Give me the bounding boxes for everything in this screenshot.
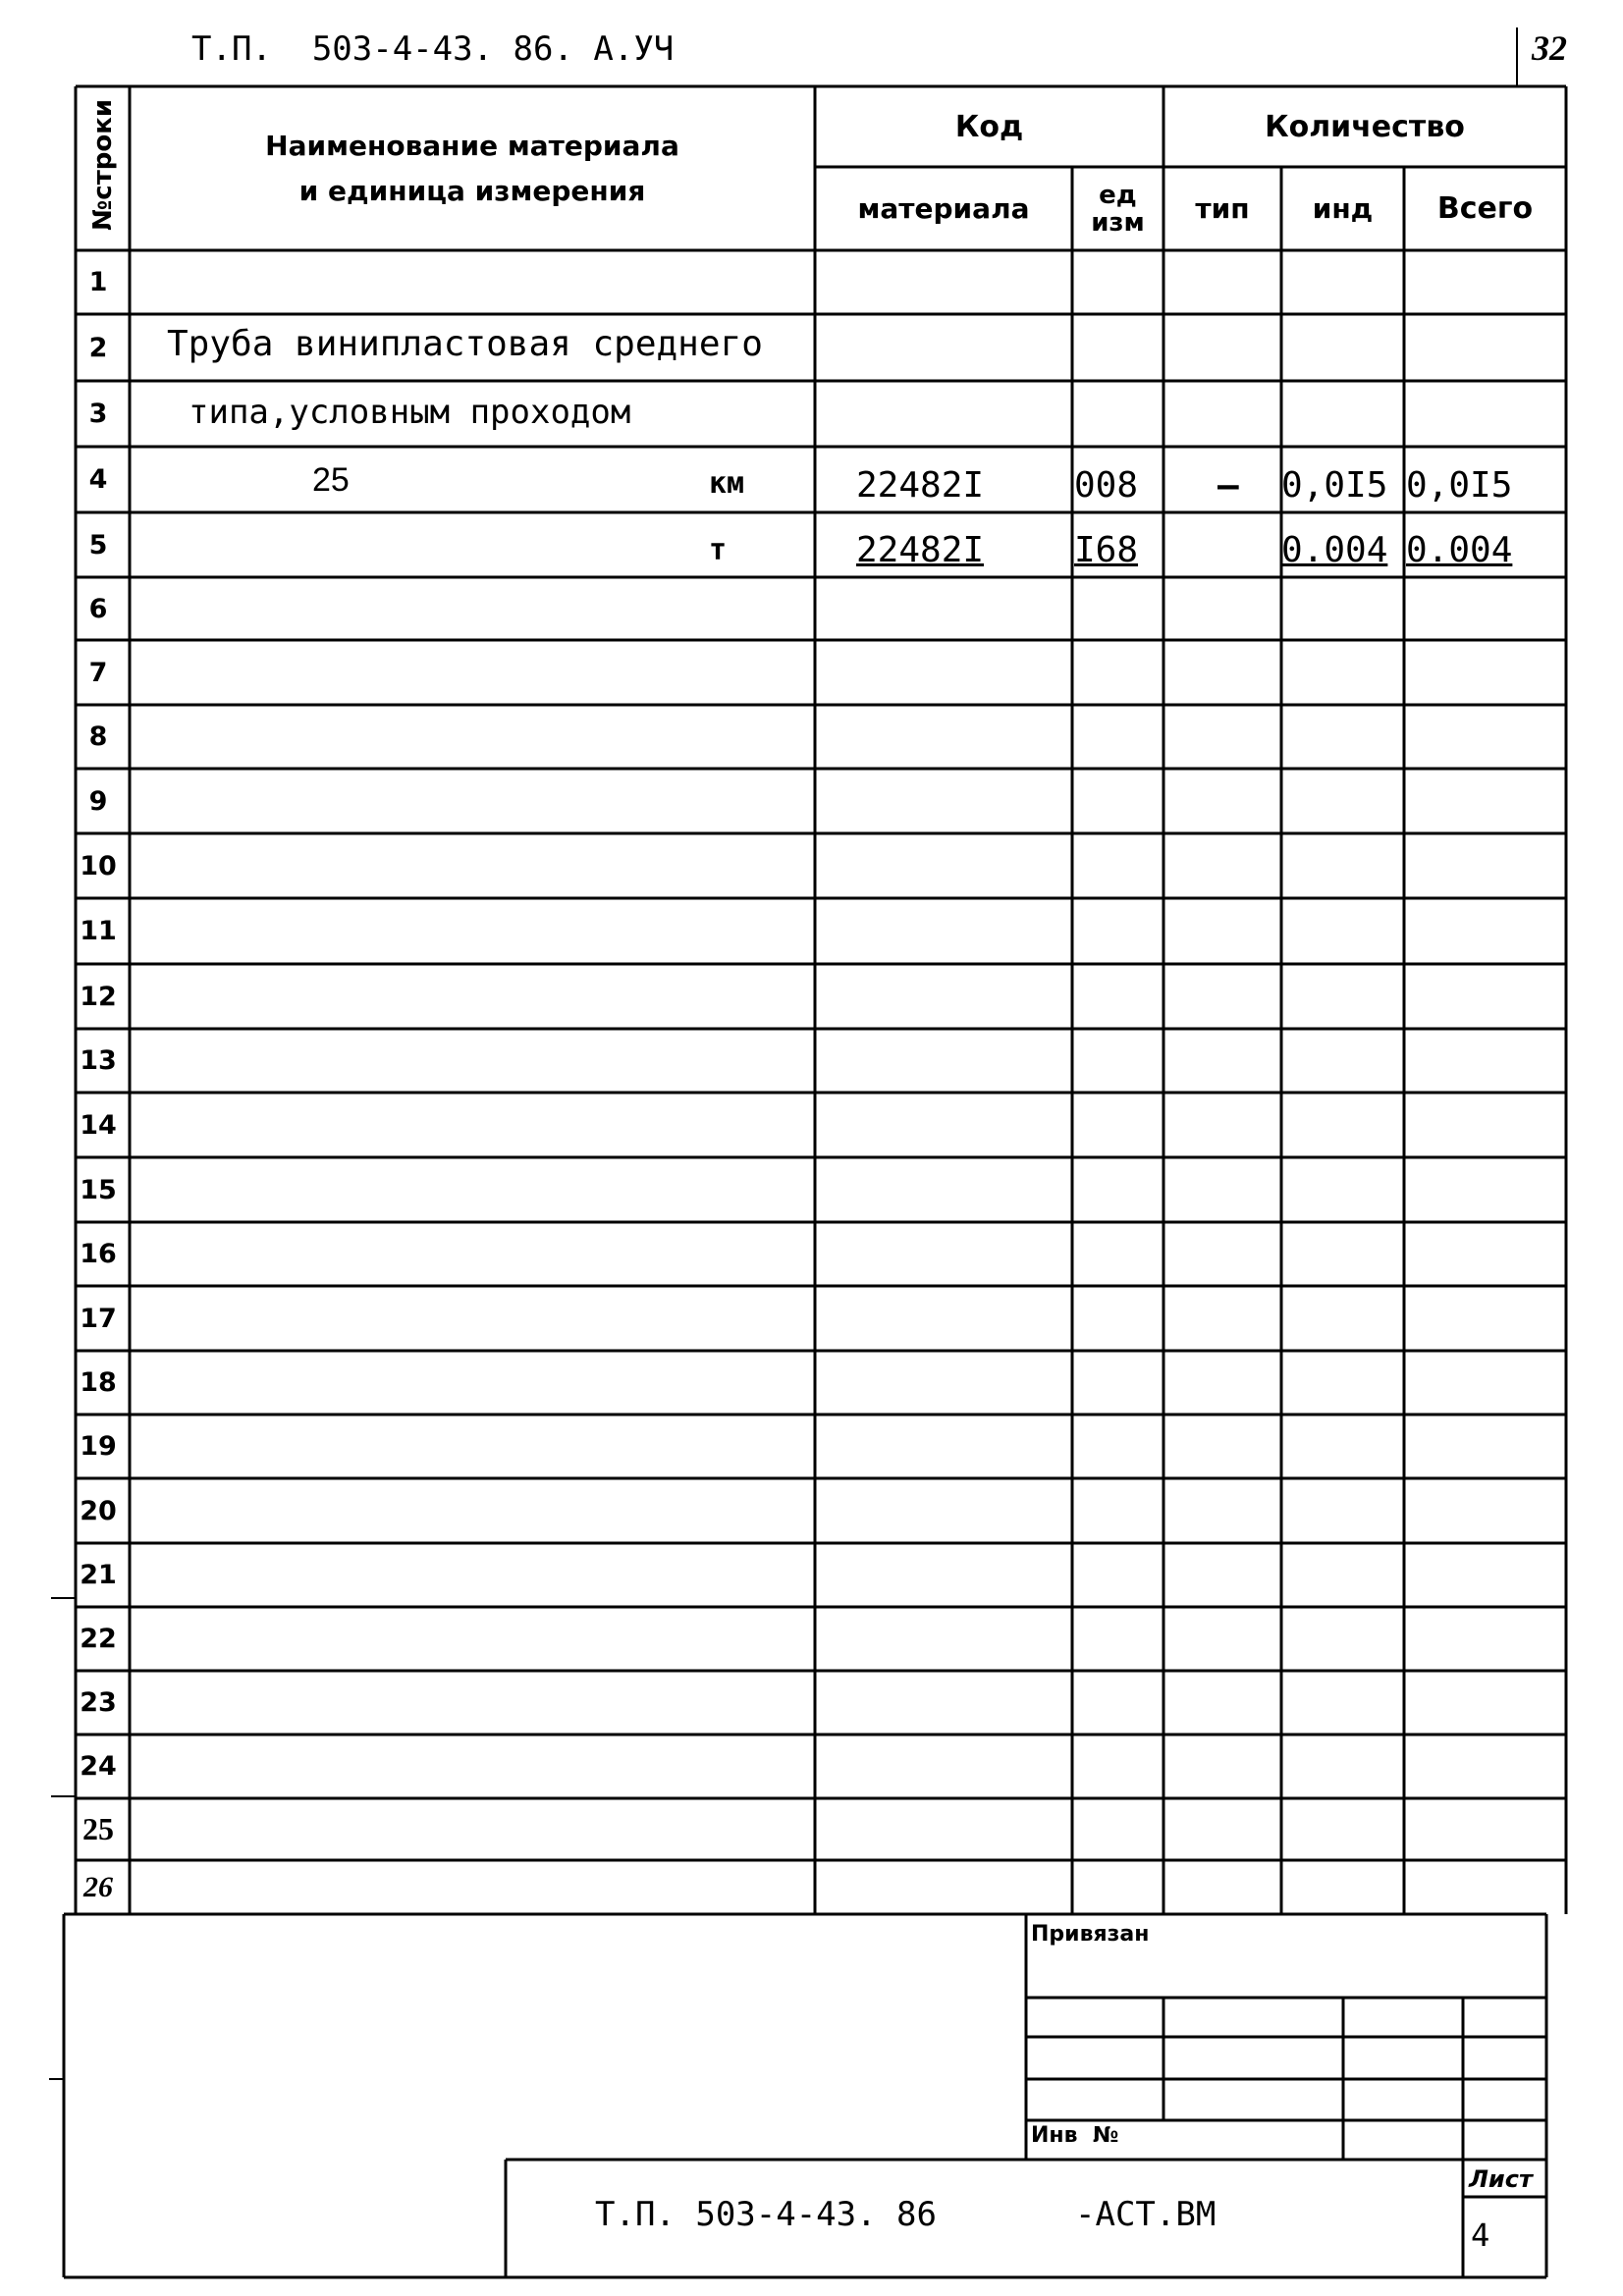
row-number: 23 [80, 1687, 117, 1718]
document-code-header: Т.П. 503-4-43. 86. А.УЧ [191, 29, 675, 69]
row-4-unit: км [709, 466, 745, 501]
column-name-header [130, 86, 815, 250]
row-number: 9 [88, 785, 108, 817]
row-4-name: 25 [312, 461, 350, 499]
column-qty-type-header: тип [1195, 192, 1250, 225]
linked-label: Привязан [1031, 1922, 1150, 1947]
row-number-header: №строки [88, 98, 118, 231]
row-4-qty-total: 0,0I5 [1406, 465, 1513, 506]
column-name-header-line1: Наименование материала [265, 129, 679, 162]
row-number: 25 [82, 1811, 114, 1846]
column-code-material-header: материала [857, 192, 1030, 225]
row-2-name: Труба винипластовая среднего [167, 324, 763, 364]
row-number: 3 [88, 399, 108, 429]
column-code-unit-header [1072, 167, 1163, 250]
document-code-suffix: -АСТ.ВМ [1075, 2195, 1217, 2234]
row-number: 17 [80, 1303, 117, 1334]
column-name-header-line2: и единица измерения [298, 174, 646, 207]
row-number: 2 [88, 332, 108, 363]
row-5-qty-total: 0.004 [1406, 530, 1513, 570]
row-4-qty-type: – [1217, 465, 1239, 506]
row-number: 4 [88, 464, 108, 495]
column-qty-total-header: Всего [1436, 191, 1534, 226]
row-number: 15 [80, 1174, 117, 1205]
row-number: 22 [80, 1624, 117, 1654]
row-4-qty-ind: 0,0I5 [1281, 465, 1388, 506]
row-4-unit-code: 008 [1074, 465, 1139, 506]
column-code-unit-header-line2: изм [1091, 207, 1145, 238]
row-5-unit-code: I68 [1074, 530, 1139, 570]
row-5-qty-ind: 0.004 [1281, 530, 1388, 570]
sheet-label: Лист [1469, 2165, 1533, 2193]
column-qty-ind-header: инд [1312, 192, 1374, 225]
row-number: 19 [80, 1431, 117, 1462]
row-5-material-code: 22482I [856, 530, 985, 570]
document-code: Т.П. 503-4-43. 86 [595, 2195, 937, 2234]
row-3-name: типа,условным проходом [189, 393, 631, 432]
inventory-number-label: Инв № [1031, 2123, 1119, 2148]
row-number: 16 [80, 1239, 117, 1269]
row-number: 14 [80, 1109, 117, 1141]
row-number: 8 [88, 721, 108, 752]
row-number: 21 [80, 1560, 117, 1590]
row-number: 7 [88, 657, 108, 688]
column-code-unit-header-line1: ед [1099, 180, 1137, 210]
row-4-material-code: 22482I [856, 465, 985, 506]
row-number: 20 [80, 1495, 117, 1526]
sheet-number: 4 [1471, 2216, 1490, 2254]
column-code-header: Код [954, 109, 1024, 144]
row-number: 10 [80, 850, 117, 881]
row-number: 18 [80, 1367, 117, 1398]
row-number: 11 [80, 916, 117, 946]
row-number: 12 [80, 981, 117, 1012]
row-number: 26 [83, 1870, 113, 1903]
row-number: 6 [88, 593, 108, 624]
row-5-unit: т [709, 533, 728, 567]
row-number: 13 [80, 1045, 117, 1076]
row-number: 5 [88, 529, 108, 561]
page-number: 32 [1532, 28, 1567, 68]
row-number: 24 [80, 1751, 117, 1782]
row-number: 1 [88, 267, 108, 297]
column-quantity-header: Количество [1265, 109, 1465, 144]
